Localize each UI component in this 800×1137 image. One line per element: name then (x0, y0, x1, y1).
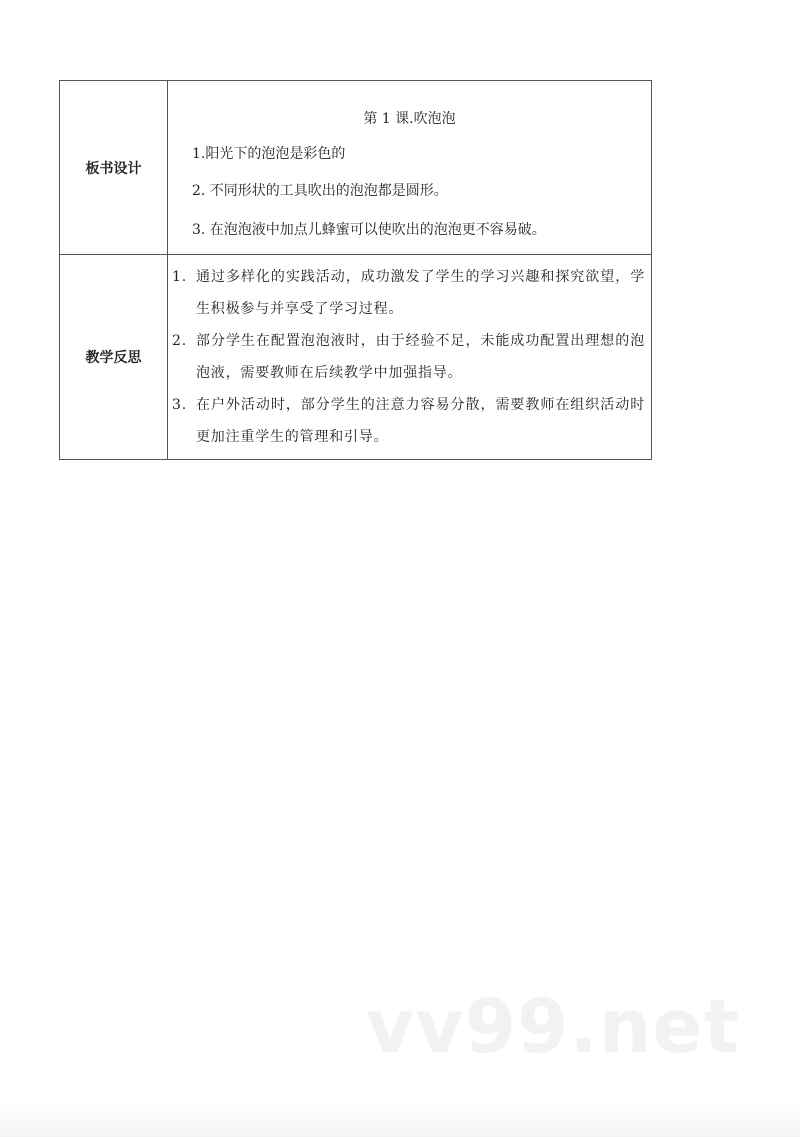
reflection-item-text: 通过多样化的实践活动，成功激发了学生的学习兴趣和探究欲望，学生积极参与并享受了学习过程。 (196, 269, 645, 317)
lesson-table (59, 80, 652, 460)
watermark-text: vv99.net (366, 984, 740, 1070)
reflection-item-text: 部分学生在配置泡泡液时，由于经验不足，未能成功配置出理想的泡泡液，需要教师在后续教学中加强指导。 (196, 333, 645, 381)
reflection-content (168, 255, 652, 460)
reflection-item-number: 3. (172, 397, 187, 413)
board-line-1: 1.阳光下的泡泡是彩色的 (192, 146, 346, 162)
reflection-item (168, 389, 645, 453)
reflection-item-text: 在户外活动时，部分学生的注意力容易分散，需要教师在组织活动时更加注重学生的管理和引导。 (196, 397, 645, 445)
reflection-list (168, 255, 651, 459)
reflection-item-number: 1. (172, 269, 187, 285)
board-design-label: 板书设计 (60, 81, 168, 255)
reflection-item (168, 325, 645, 389)
board-design-content (168, 81, 652, 255)
page-bottom-shade (0, 1105, 800, 1137)
board-line-2: 2. 不同形状的工具吹出的泡泡都是圆形。 (192, 183, 448, 199)
board-line-3: 3. 在泡泡液中加点儿蜂蜜可以使吹出的泡泡更不容易破。 (192, 222, 546, 238)
reflection-item-number: 2. (172, 333, 187, 349)
reflection-label: 教学反思 (60, 255, 168, 460)
reflection-item (168, 261, 645, 325)
lesson-title: 第 1 课.吹泡泡 (363, 111, 456, 127)
reflection-row (60, 255, 652, 460)
board-design-row (60, 81, 652, 255)
